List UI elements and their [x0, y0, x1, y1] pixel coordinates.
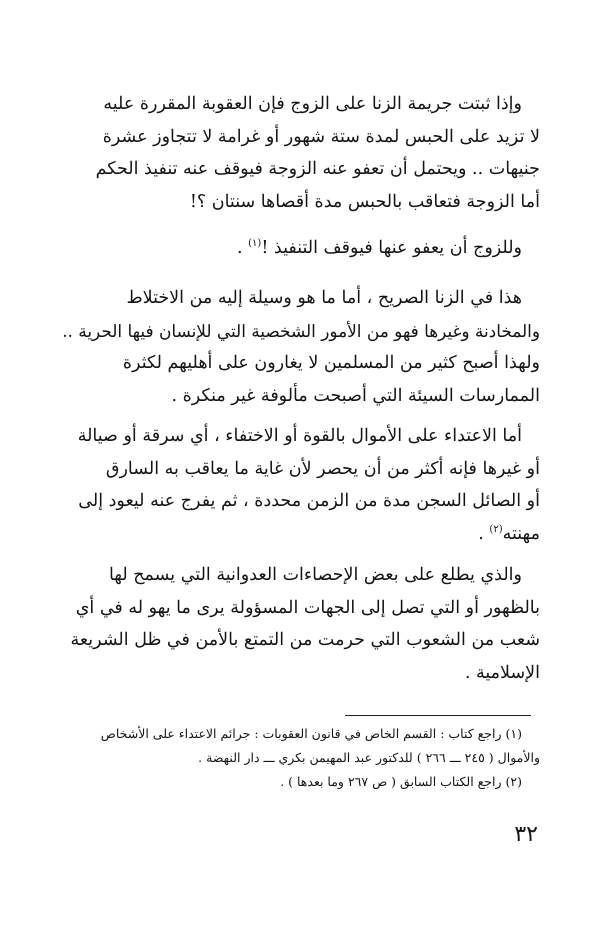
footnote-line: والأموال ( ٢٤٥ ـــ ٢٦٦ ) للدكتور عبد المهيمن بكري ـــ دار النهضة .: [198, 750, 540, 765]
text-line: [62, 518, 540, 551]
text-segment: مهنته: [502, 523, 540, 544]
text-line: شعب من الشعوب التي حرمت من التمتع بالأمن في ظل الشريعة: [70, 630, 540, 650]
text-segment: .: [478, 523, 490, 544]
text-line: الممارسات السيئة التي أصبحت مألوفة غير منكرة .: [171, 385, 540, 406]
footnote-line: (١) راجع كتاب : القسم الخاص في قانون العقوبات : جرائم الاعتداء على الأشخاص: [100, 726, 522, 741]
paragraph-property-crimes: [62, 420, 540, 550]
paragraph-adultery-penalty: [62, 88, 540, 218]
page-number: ٣٢: [514, 822, 538, 847]
text-line: الإسلامية .: [464, 662, 540, 683]
text-line: لا تزيد على الحبس لمدة ستة شهور أو غرامة لا تتجاوز عشرة: [102, 126, 540, 147]
text-line: أو الصائل السجن مدة من الزمن محددة ، ثم يفرج عنه ليعود إلى: [78, 491, 540, 511]
paragraph-mixing: [62, 282, 540, 412]
text-line: أو غيرها فإنه أكثر من أن يحصر لأن غاية ما يعاقب به السارق: [105, 458, 540, 479]
text-line: [62, 232, 540, 265]
text-line: وإذا ثبتت جريمة الزنا على الزوج فإن العقوبة المقررة عليه: [103, 94, 522, 114]
paragraph-statistics: [62, 559, 540, 689]
footnotes: [62, 722, 540, 794]
text-line: والذي يطلع على بعض الإحصاءات العدوانية التي يسمح لها: [108, 565, 522, 585]
text-line: جنيهات .. ويحتمل أن تعفو عنه الزوجة فيوقف عنه تنفيذ الحكم: [95, 159, 540, 179]
footnote-line: (٢) راجع الكتاب السابق ( ص ٢٦٧ وما بعدها ) .: [280, 774, 522, 789]
text-line: أما الزوجة فتعاقب بالحبس مدة أقصاها سنتان ؟!: [189, 191, 540, 212]
text-line: أما الاعتداء على الأموال بالقوة أو الاختفاء ، أي سرقة أو صيالة: [77, 426, 522, 446]
text-segment: وللزوج أن يعفو عنها فيوقف التنفيذ !: [261, 238, 522, 258]
text-line: والمخادنة وغيرها فهو من الأمور الشخصية التي للإنسان فيها الحرية ..: [62, 320, 540, 341]
text-line: هذا في الزنا الصريح ، أما ما هو وسيلة إليه من الاختلاط: [126, 288, 522, 308]
footnote-reference-1: (١): [248, 238, 262, 250]
footnote-reference-2: (٢): [489, 523, 503, 535]
footnote-divider: [345, 715, 531, 716]
text-line: بالظهور أو التي تصل إلى الجهات المسؤولة يرى ما يهو له في أي: [75, 597, 540, 618]
paragraph-husband-pardon: [62, 232, 540, 265]
text-line: ولهذا أصبح كثير من المسلمين لا يغارون على أهليهم لكثرة: [122, 353, 540, 373]
text-segment: .: [237, 238, 249, 258]
